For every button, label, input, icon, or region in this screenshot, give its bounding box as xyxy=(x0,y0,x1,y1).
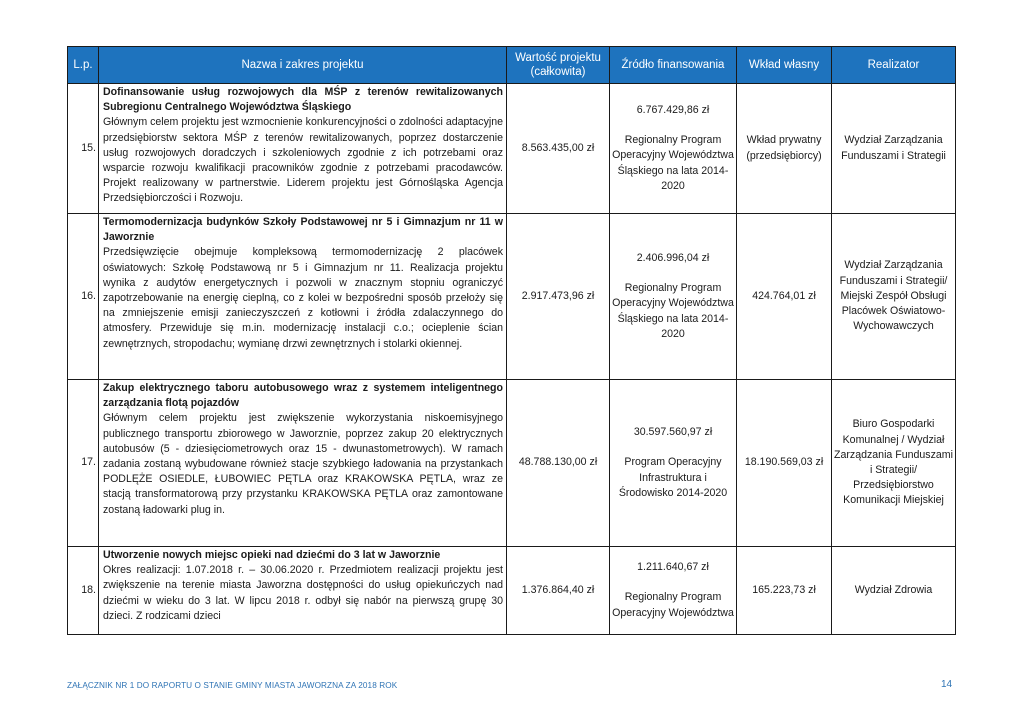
row-executor: Wydział Zdrowia xyxy=(832,547,956,635)
funding-program: Regionalny Program Operacyjny Województwa xyxy=(612,591,734,619)
row-own: Wkład prywatny (przedsiębiorcy) xyxy=(737,84,832,214)
row-value: 8.563.435,00 zł xyxy=(507,84,610,214)
row-own: 18.190.569,03 zł xyxy=(737,380,832,547)
table-row xyxy=(68,380,956,547)
project-text: Przedsięwzięcie obejmuje kompleksową termomodernizację 2 placówek oświatowych: Szkołę Podstawową nr 5 i Gimnazjum nr 11. Realizacja projektu wynika z audytów energetycznych i pozwoli w znacznym stopniu ograniczyć zapotrzebowanie na energię cieplną, co z kolei w bezpośredni sposób przełoży się na zmniejszenie emisji zanieczyszczeń z kotłowni i źródła zdalaczynnego do atmosfery. Przewiduje się m.in. modernizację instalacji c.o.; ocieplenie ścian zewnętrznych, stropodachu; wymianę drzwi zewnętrznych i stolarki okiennej. xyxy=(103,246,503,350)
row-source xyxy=(610,214,737,380)
funding-amount: 30.597.560,97 zł xyxy=(633,426,713,439)
table-row xyxy=(68,214,956,380)
row-executor: Biuro Gospodarki Komunalnej / Wydział Zarządzania Funduszami i Strategii/ Przedsiębiorstwo Komunikacji Miejskiej xyxy=(832,380,956,547)
document-page xyxy=(67,46,955,635)
project-title: Dofinansowanie usług rozwojowych dla MŚP z terenów rewitalizowanych Subregionu Centralnego Województwa Śląskiego xyxy=(103,86,503,114)
row-description xyxy=(99,214,507,380)
row-executor: Wydział Zarządzania Funduszami i Strategii/ Miejski Zespół Obsługi Placówek Oświatowo-Wychowawczych xyxy=(832,214,956,380)
funding-amount: 2.406.996,04 zł xyxy=(636,251,710,264)
table-header-row xyxy=(68,47,956,84)
row-lp: 16. xyxy=(68,214,99,380)
funding-program: Program Operacyjny Infrastruktura i Środowisko 2014-2020 xyxy=(618,456,728,499)
row-lp: 15. xyxy=(68,84,99,214)
header-source: Źródło finansowania xyxy=(610,47,737,84)
table-row xyxy=(68,84,956,214)
row-source xyxy=(610,380,737,547)
row-value: 48.788.130,00 zł xyxy=(507,380,610,547)
row-lp: 17. xyxy=(68,380,99,547)
project-title: Utworzenie nowych miejsc opieki nad dziećmi do 3 lat w Jaworznie xyxy=(103,549,441,561)
header-value: Wartość projektu (całkowita) xyxy=(507,47,610,84)
project-text: Głównym celem projektu jest zwiększenie wykorzystania niskoemisyjnego publicznego transportu zbiorowego w Jaworznie, poprzez zakup 20 elektrycznych autobusów (5 - dziesięciometrowych oraz 15 - dwunastometrowych). W ramach zadania zostaną wybudowane również stacje szybkiego ładowania na przystankach PODLĘŻE OSIEDLE, ŁUBOWIEC PĘTLA oraz KRAKOWSKA PĘTLA, wraz ze stacją transformatorową przy przystanku KRAKOWSKA PĘTLA oraz zamontowane zostaną ładowarki plug in. xyxy=(103,412,503,516)
row-source xyxy=(610,547,737,635)
project-text: Okres realizacji: 1.07.2018 r. – 30.06.2020 r. Przedmiotem realizacji projektu jest zwiększenie na terenie miasta Jaworzna dostępności do usług opiekuńczych nad dziećmi w wieku do 3 lat. W lipcu 2018 r. odbył się nabór na pierwszą grupę 30 dzieci. Z rodzicami dzieci xyxy=(103,564,503,622)
row-own: 165.223,73 zł xyxy=(737,547,832,635)
header-own: Wkład własny xyxy=(737,47,832,84)
row-lp: 18. xyxy=(68,547,99,635)
header-executor: Realizator xyxy=(832,47,956,84)
funding-amount: 1.211.640,67 zł xyxy=(637,561,709,574)
project-title: Zakup elektrycznego taboru autobusowego wraz z systemem inteligentnego zarządzania flotą pojazdów xyxy=(103,382,503,410)
footer-caption: ZAŁĄCZNIK NR 1 DO RAPORTU O STANIE GMINY MIASTA JAWORZNA ZA 2018 ROK xyxy=(67,681,398,690)
row-value: 2.917.473,96 zł xyxy=(507,214,610,380)
project-title: Termomodernizacja budynków Szkoły Podstawowej nr 5 i Gimnazjum nr 11 w Jaworznie xyxy=(103,216,503,244)
row-description xyxy=(99,84,507,214)
funding-program: Regionalny Program Operacyjny Województwa Śląskiego na lata 2014-2020 xyxy=(612,134,734,192)
row-source xyxy=(610,84,737,214)
table-row xyxy=(68,547,956,635)
header-lp: L.p. xyxy=(68,47,99,84)
row-own: 424.764,01 zł xyxy=(737,214,832,380)
projects-table xyxy=(67,46,956,635)
project-text: Głównym celem projektu jest wzmocnienie konkurencyjności o zdolności adaptacyjne przedsiębiorstw sektora MŚP z terenów rewitalizowanych, poprzez dostarczenie usług rozwojowych doradczych i szkoleniowych zgodnie z ich potrzebami oraz wsparcie rozwoju kwalifikacji pracowników zgodnie z potrzebami pracodawców. Projekt realizowany w partnerstwie. Liderem projektu jest Górnośląska Agencja Przedsiębiorczości i Rozwoju. xyxy=(103,116,503,205)
funding-program: Regionalny Program Operacyjny Województwa Śląskiego na lata 2014-2020 xyxy=(612,282,734,340)
row-value: 1.376.864,40 zł xyxy=(507,547,610,635)
row-executor: Wydział Zarządzania Funduszami i Strategii xyxy=(832,84,956,214)
funding-amount: 6.767.429,86 zł xyxy=(636,103,710,116)
row-description xyxy=(99,380,507,547)
row-description xyxy=(99,547,507,635)
page-number: 14 xyxy=(941,679,953,690)
header-name: Nazwa i zakres projektu xyxy=(99,47,507,84)
